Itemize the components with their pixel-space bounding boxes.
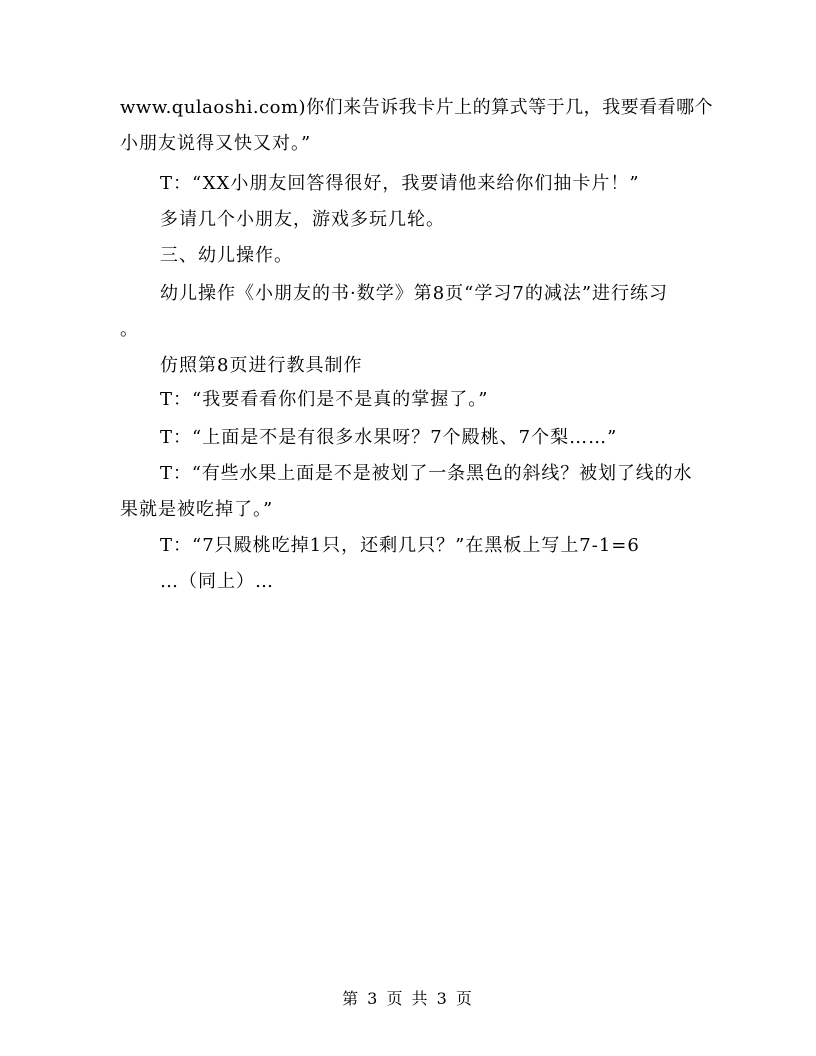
paragraph-line: T：“XX小朋友回答得很好，我要请他来给你们抽卡片！” xyxy=(160,173,640,194)
paragraph-line: 小朋友说得又快又对。” xyxy=(120,133,312,154)
paragraph-line: www.qulaoshi.com)你们来告诉我卡片上的算式等于几，我要看看哪个 xyxy=(120,97,714,118)
paragraph-line: T：“上面是不是有很多水果呀？7个殿桃、7个梨……” xyxy=(160,427,618,448)
paragraph-line: 仿照第8页进行教具制作 xyxy=(160,355,363,376)
section-heading: 三、幼儿操作。 xyxy=(160,245,293,266)
paragraph-line: T：“7只殿桃吃掉1只，还剩几只？”在黑板上写上7-1=6 xyxy=(160,535,640,556)
paragraph-line: 幼儿操作《小朋友的书·数学》第8页“学习7的减法”进行练习 xyxy=(160,283,669,304)
paragraph-line: 果就是被吃掉了。” xyxy=(120,499,274,520)
page-number-footer: 第 3 页 共 3 页 xyxy=(342,989,474,1008)
paragraph-line: 多请几个小朋友，游戏多玩几轮。 xyxy=(160,209,445,230)
paragraph-line: T：“我要看看你们是不是真的掌握了。” xyxy=(160,389,489,410)
paragraph-line: 。 xyxy=(120,319,139,340)
paragraph-line: T：“有些水果上面是不是被划了一条黑色的斜线？被划了线的水 xyxy=(160,463,692,484)
paragraph-line: …（同上）… xyxy=(160,571,274,592)
